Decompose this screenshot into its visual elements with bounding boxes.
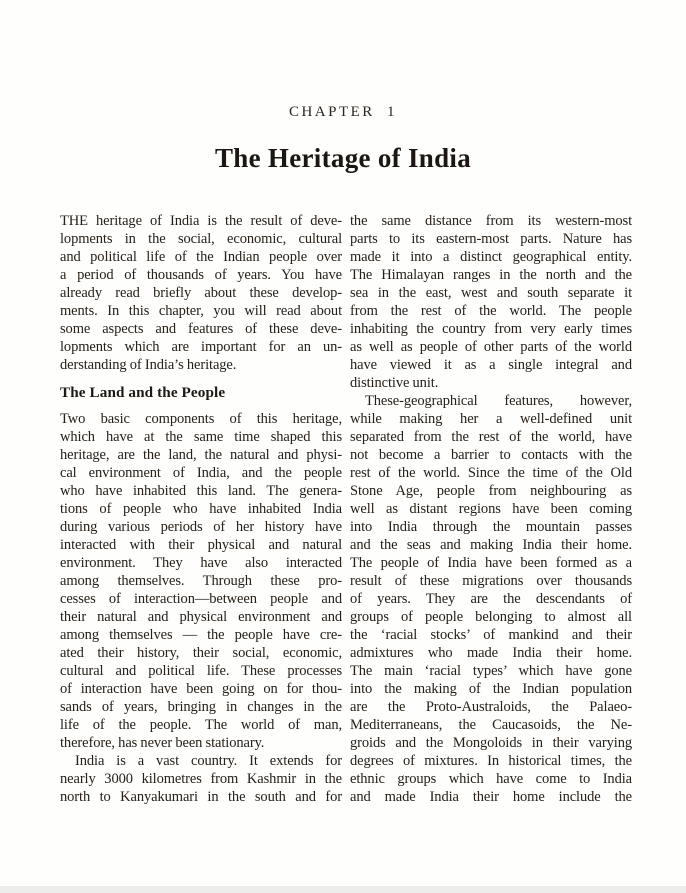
text-line: well as distant regions have been coming — [350, 501, 632, 517]
text-line: ments. In this chapter, you will read about — [60, 303, 342, 319]
text-line: the same distance from its western-most — [350, 213, 632, 229]
text-line: THE heritage of India is the result of deve- — [60, 213, 342, 229]
section-heading: The Land and the People — [60, 384, 226, 401]
text-line: into the making of the Indian population — [350, 681, 632, 697]
text-line: derstanding of India’s heritage. — [60, 357, 237, 373]
text-line: of interaction have been going on for thou- — [60, 681, 342, 697]
text-line: result of these migrations over thousands — [350, 573, 632, 589]
text-line: of years. They are the descendants of — [350, 591, 632, 607]
text-line: which have at the same time shaped this — [60, 429, 342, 445]
text-line: are the Proto-Australoids, the Palaeo- — [350, 699, 632, 715]
text-line: cal environment of India, and the people — [60, 465, 342, 481]
text-line: during various periods of her history have — [60, 519, 342, 535]
text-line: cultural and political life. These processes — [60, 663, 342, 679]
text-line: groups of people belonging to almost all — [350, 609, 632, 625]
text-line: life of the people. The world of man, — [60, 717, 342, 733]
text-line: and political life of the Indian people over — [60, 249, 342, 265]
text-line: not become a barrier to contacts with the — [350, 447, 632, 463]
text-line: their natural and physical environment and — [60, 609, 342, 625]
text-line: and made India their home include the — [350, 789, 632, 805]
text-line: India is a vast country. It extends for — [75, 753, 342, 769]
text-line: made it into a distinct geographical entity. — [350, 249, 632, 265]
text-columns — [60, 212, 632, 806]
text-line: cesses of interaction—between people and — [60, 591, 342, 607]
left-column — [60, 212, 342, 806]
text-line: The main ‘racial types’ which have gone — [350, 663, 632, 679]
text-line: a period of thousands of years. You have — [60, 267, 342, 283]
text-line: tions of people who have inhabited India — [60, 501, 342, 517]
text-line: inhabiting the country from very early times — [350, 321, 632, 337]
chapter-label: CHAPTER 1 — [288, 104, 398, 120]
text-line: among themselves. Through these pro- — [60, 573, 342, 589]
paragraph — [350, 212, 632, 392]
text-line: heritage, are the land, the natural and physi- — [60, 447, 342, 463]
text-line: some aspects and features of these deve- — [60, 321, 342, 337]
text-line: while making her a well-defined unit — [350, 411, 632, 427]
text-line: Mediterraneans, the Caucasoids, the Ne- — [350, 717, 632, 733]
text-line: rest of the world. Since the time of the Old — [350, 465, 632, 481]
text-line: nearly 3000 kilometres from Kashmir in the — [60, 771, 342, 787]
text-line: The Himalayan ranges in the north and the — [350, 267, 632, 283]
paragraph — [60, 752, 342, 806]
text-line: Two basic components of this heritage, — [60, 411, 342, 427]
text-line: who have inhabited this land. The genera- — [60, 483, 342, 499]
text-line: from the rest of the world. The people — [350, 303, 632, 319]
text-line: Stone Age, people from neighbouring as — [350, 483, 632, 499]
paragraph — [60, 212, 342, 374]
text-line: sea in the east, west and south separate it — [350, 285, 632, 301]
text-line: and the seas and making India their home. — [350, 537, 632, 553]
text-line: sands of years, bringing in changes in the — [60, 699, 342, 715]
text-line: environment. They have also interacted — [60, 555, 342, 571]
text-line: as well as people of other parts of the world — [350, 339, 632, 355]
text-line: admixtures who made India their home. — [350, 645, 632, 661]
text-line: separated from the rest of the world, have — [350, 429, 632, 445]
text-line: The people of India have been formed as a — [350, 555, 632, 571]
page-title: The Heritage of India — [214, 143, 472, 173]
text-line: degrees of mixtures. In historical times, the — [350, 753, 632, 769]
text-line: north to Kanyakumari in the south and for — [60, 789, 342, 805]
text-line: lopments which are important for an un- — [60, 339, 342, 355]
text-line: lopments in the social, economic, cultural — [60, 231, 342, 247]
text-line: groids and the Mongoloids in their varying — [350, 735, 632, 751]
text-line: ated their history, their social, economic, — [60, 645, 342, 661]
text-line: parts to its eastern-most parts. Nature has — [350, 231, 632, 247]
text-line: among themselves — the people have cre- — [60, 627, 342, 643]
text-line: These-geographical features, however, — [365, 393, 632, 409]
right-column — [350, 212, 632, 806]
text-line: already read briefly about these develop- — [60, 285, 342, 301]
text-line: distinctive unit. — [350, 375, 439, 391]
text-line: into India through the mountain passes — [350, 519, 632, 535]
paragraph — [350, 392, 632, 806]
paragraph — [60, 410, 342, 752]
text-line: have viewed it as a single integral and — [350, 357, 632, 373]
text-line: ethnic groups which have come to India — [350, 771, 632, 787]
text-line: interacted with their physical and natural — [60, 537, 342, 553]
text-line: the ‘racial stocks’ of mankind and their — [350, 627, 632, 643]
text-line: therefore, has never been stationary. — [60, 735, 265, 751]
